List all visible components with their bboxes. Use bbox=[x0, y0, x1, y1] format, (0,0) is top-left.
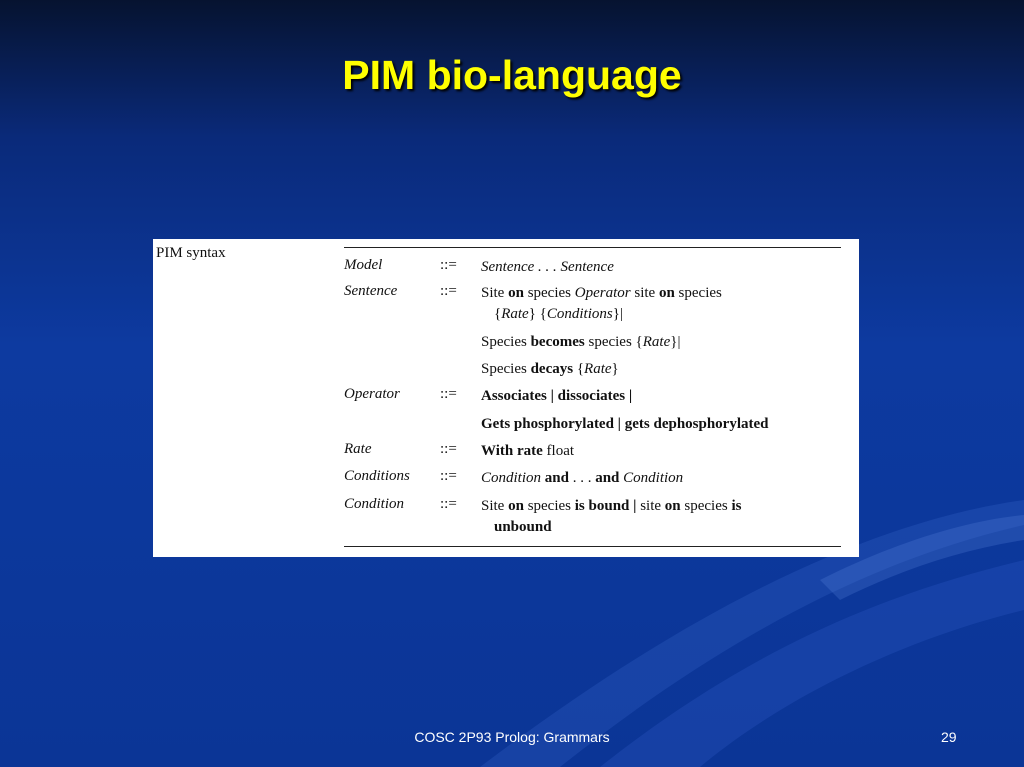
slide-number: 29 bbox=[941, 729, 957, 745]
table-top-rule bbox=[344, 247, 841, 248]
footer-course-title: COSC 2P93 Prolog: Grammars bbox=[414, 729, 610, 745]
pim-syntax-figure: PIM syntax Model ::= Sentence . . . Sentence Sentence ::= Site on species Operator site on species {Rate} {Conditions}| Species becomes species {Rate}| Species decays {Rate} Operator ::= Associates | dissociates | Gets phosphorylated | gets dephosphorylated Rate ::= With rate float Conditions ::= Condition and . . . and Condition Condition ::= Site on species is bound | site on species is unbound bbox=[153, 239, 859, 557]
table-bottom-rule bbox=[344, 546, 841, 547]
figure-heading: PIM syntax bbox=[156, 245, 226, 261]
sentence-alt-1: Site on species Operator site on species {Rate} {Conditions}| bbox=[481, 285, 722, 322]
slide-title: PIM bio-language bbox=[342, 52, 682, 98]
